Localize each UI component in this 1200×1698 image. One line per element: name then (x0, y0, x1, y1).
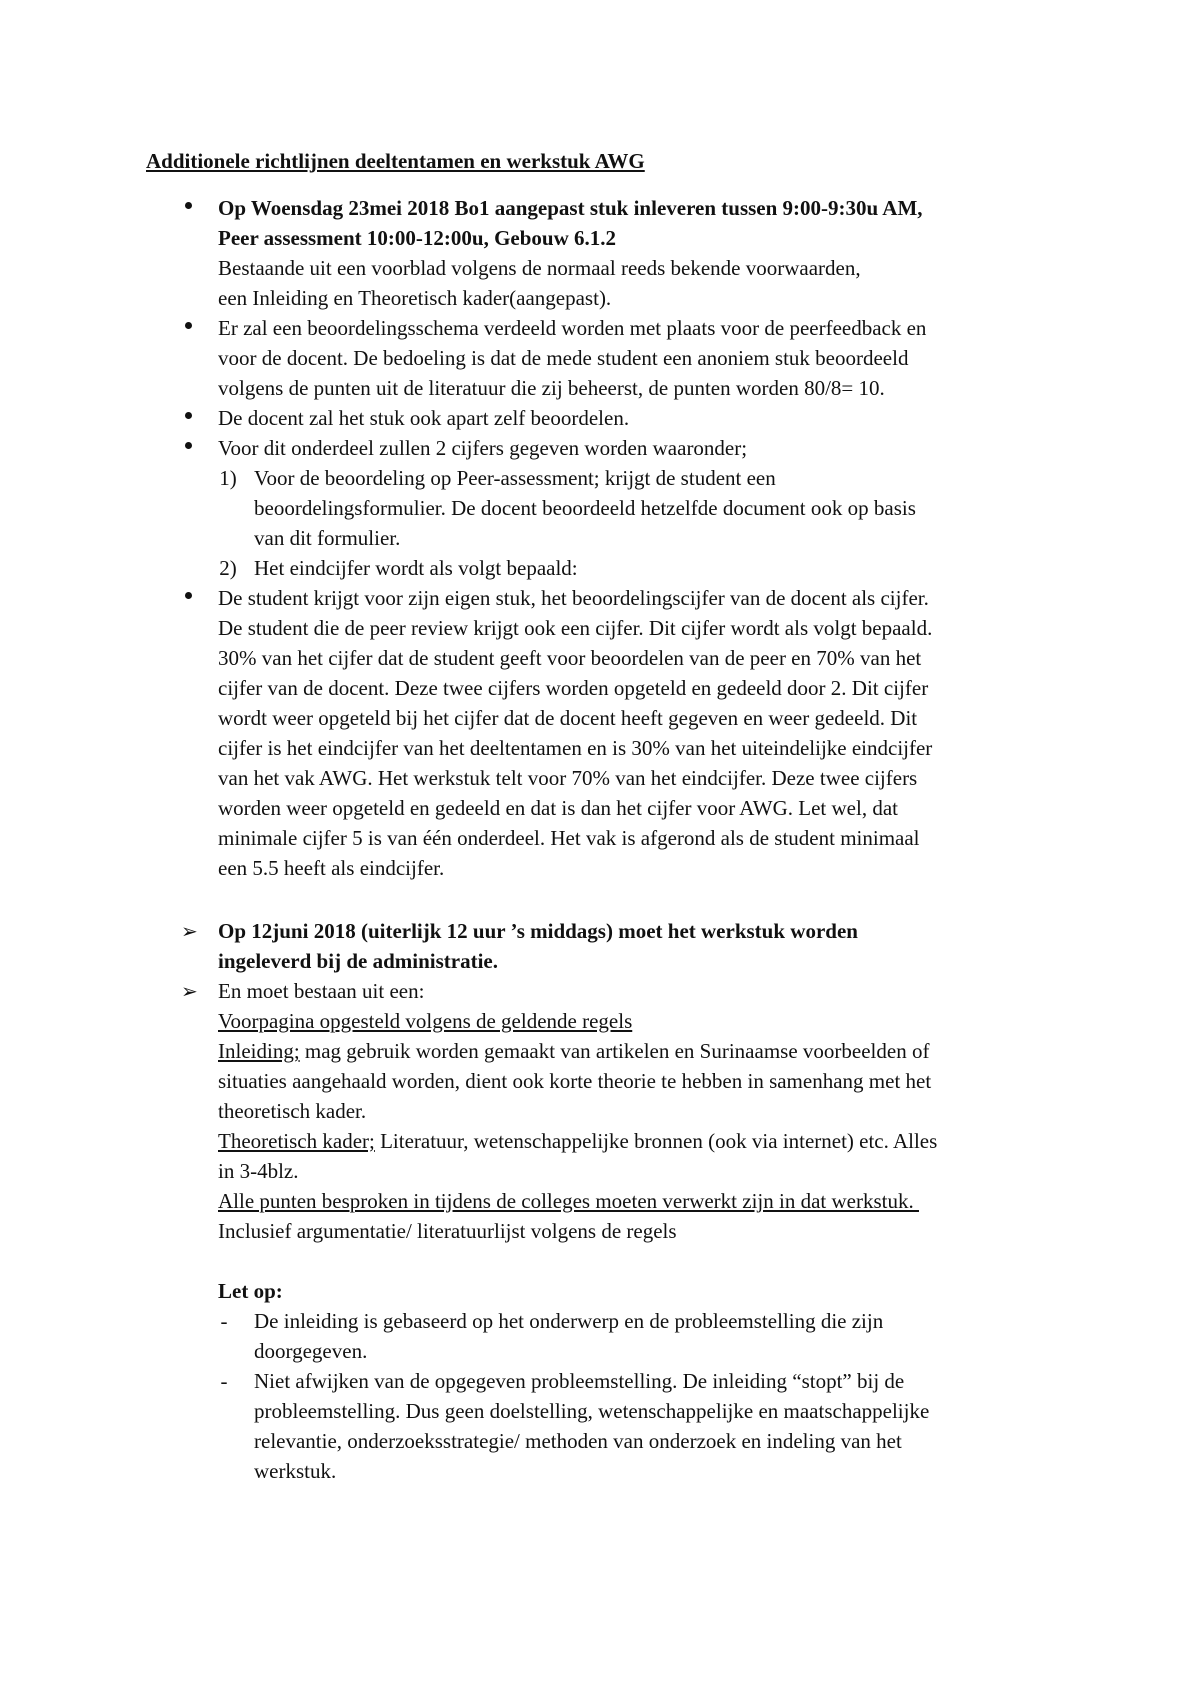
arrow-2-intro: En moet bestaan uit een: (218, 979, 425, 1003)
let-op-1-line: doorgegeven. (254, 1339, 368, 1363)
numbered-1-line: Voor de beoordeling op Peer-assessment; krijgt de student een (254, 466, 776, 490)
numbered-item-2 (254, 553, 1074, 583)
bullet-5-line: cijfer van de docent. Deze twee cijfers worden opgeteld en gedeeld door 2. Dit cijfer (218, 676, 929, 700)
inleiding-line (218, 1036, 1068, 1066)
bullet-4-line: Voor dit onderdeel zullen 2 cijfers gegeven worden waaronder; (218, 436, 748, 460)
inleiding-line-2: situaties aangehaald worden, dient ook korte theorie te hebben in samenhang met het (218, 1069, 932, 1093)
bullet-item-5 (218, 583, 1068, 883)
bullet-5-line: De student die de peer review krijgt ook een cijfer. Dit cijfer wordt als volgt bepaald. (218, 616, 933, 640)
arrow-bullet-icon: ➢ (181, 979, 198, 1003)
bullet-5-line: wordt weer opgeteld bij het cijfer dat de docent heeft gegeven en weer gedeeld. Dit (218, 706, 918, 730)
theoretisch-label: Theoretisch kader; (218, 1129, 375, 1153)
arrow-1-line: ingeleverd bij de administratie. (218, 949, 498, 973)
bullet-1-line: een Inleiding en Theoretisch kader(aangepast). (218, 286, 612, 310)
dash-marker: - (220, 1369, 228, 1393)
numbered-marker: 2) (219, 556, 237, 580)
numbered-marker: 1) (219, 466, 237, 490)
let-op-item-2 (254, 1366, 1074, 1486)
let-op-2-line: probleemstelling. Dus geen doelstelling, wetenschappelijke en maatschappelijke (254, 1399, 930, 1423)
bullet-icon (185, 202, 192, 209)
bullet-5-line: van het vak AWG. Het werkstuk telt voor 70% van het eindcijfer. Deze twee cijfers (218, 766, 918, 790)
bullet-5-line: minimale cijfer 5 is van één onderdeel. Het vak is afgerond als de student minimaal (218, 826, 920, 850)
bullet-icon (185, 592, 192, 599)
bullet-icon (185, 412, 192, 419)
voorpagina-line: Voorpagina opgesteld volgens de geldende regels (218, 1009, 633, 1033)
let-op-item-1 (254, 1306, 1074, 1366)
bullet-item-4 (218, 433, 1068, 463)
theoretisch-line-2: in 3-4blz. (218, 1159, 299, 1183)
let-op-2-line: Niet afwijken van de opgegeven probleemstelling. De inleiding “stopt” bij de (254, 1369, 905, 1393)
bullet-5-line: worden weer opgeteld en gedeeld en dat is dan het cijfer voor AWG. Let wel, dat (218, 796, 898, 820)
bullet-5-line: De student krijgt voor zijn eigen stuk, het beoordelingscijfer van de docent als cijfer. (218, 586, 929, 610)
bullet-1-line: Peer assessment 10:00-12:00u, Gebouw 6.1.2 (218, 226, 616, 250)
bullet-item-2 (218, 313, 1068, 403)
bullet-1-line: Bestaande uit een voorblad volgens de normaal reeds bekende voorwaarden, (218, 256, 861, 280)
bullet-3-line: De docent zal het stuk ook apart zelf beoordelen. (218, 406, 630, 430)
inleiding-line-3: theoretisch kader. (218, 1099, 367, 1123)
bullet-5-line: 30% van het cijfer dat de student geeft voor beoordelen van de peer en 70% van het (218, 646, 922, 670)
let-op-heading: Let op: (218, 1279, 283, 1303)
inleiding-label: Inleiding; (218, 1039, 300, 1063)
bullet-5-line: een 5.5 heeft als eindcijfer. (218, 856, 445, 880)
bullet-2-line: Er zal een beoordelingsschema verdeeld worden met plaats voor de peerfeedback en (218, 316, 927, 340)
arrow-item-1 (218, 916, 1068, 976)
theoretisch-text: Literatuur, wetenschappelijke bronnen (ook via internet) etc. Alles (374, 1129, 938, 1153)
inleiding-text: mag gebruik worden gemaakt van artikelen en Surinaamse voorbeelden of (299, 1039, 930, 1063)
numbered-item-1 (254, 463, 1074, 553)
dash-marker: - (220, 1309, 228, 1333)
let-op-2-line: relevantie, onderzoeksstrategie/ methoden van onderzoek en indeling van het (254, 1429, 902, 1453)
let-op-1-line: De inleiding is gebaseerd op het onderwerp en de probleemstelling die zijn (254, 1309, 884, 1333)
bullet-5-line: cijfer is het eindcijfer van het deeltentamen en is 30% van het uiteindelijke eindcijfer (218, 736, 933, 760)
arrow-item-2 (218, 976, 1068, 1246)
page-title: Additionele richtlijnen deeltentamen en werkstuk AWG (146, 149, 645, 173)
arrow-bullet-icon: ➢ (181, 919, 198, 943)
theoretisch-line (218, 1126, 1068, 1156)
bullet-icon (185, 322, 192, 329)
bullet-icon (185, 442, 192, 449)
bullet-item-1 (218, 193, 1068, 313)
inclusief-line: Inclusief argumentatie/ literatuurlijst volgens de regels (218, 1219, 677, 1243)
numbered-1-line: van dit formulier. (254, 526, 401, 550)
numbered-2-line: Het eindcijfer wordt als volgt bepaald: (254, 556, 578, 580)
alle-punten-line: Alle punten besproken in tijdens de colleges moeten verwerkt zijn in dat werkstuk. (218, 1189, 919, 1213)
arrow-1-line: Op 12juni 2018 (uiterlijk 12 uur ’s middags) moet het werkstuk worden (218, 919, 858, 943)
let-op-2-line: werkstuk. (254, 1459, 337, 1483)
bullet-item-3 (218, 403, 1068, 433)
bullet-2-line: voor de docent. De bedoeling is dat de mede student een anoniem stuk beoordeeld (218, 346, 909, 370)
numbered-1-line: beoordelingsformulier. De docent beoordeeld hetzelfde document ook op basis (254, 496, 916, 520)
bullet-2-line: volgens de punten uit de literatuur die zij beheerst, de punten worden 80/8= 10. (218, 376, 885, 400)
bullet-1-line: Op Woensdag 23mei 2018 Bo1 aangepast stuk inleveren tussen 9:00-9:30u AM, (218, 196, 923, 220)
